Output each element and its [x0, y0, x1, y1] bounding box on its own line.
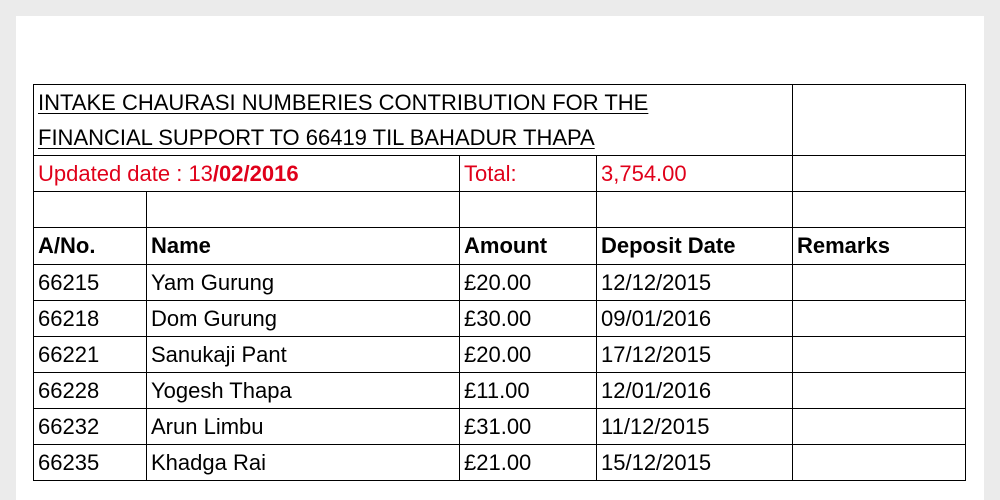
- total-value: 3,754.00: [597, 156, 793, 192]
- date-cell: 12/01/2016: [597, 373, 793, 409]
- amount-cell: £20.00: [460, 337, 597, 373]
- name-cell: Yam Gurung: [147, 265, 460, 301]
- acno-cell: 66221: [34, 337, 147, 373]
- title-line-1: INTAKE CHAURASI NUMBERIES CONTRIBUTION FOR THE: [38, 89, 649, 115]
- remarks-cell: [793, 373, 966, 409]
- header-amount: Amount: [460, 228, 597, 265]
- table-row: [34, 409, 966, 445]
- amount-cell: £20.00: [460, 265, 597, 301]
- amount-cell: £30.00: [460, 301, 597, 337]
- title-side-cell: [793, 85, 966, 156]
- updated-date-cell: [34, 156, 460, 192]
- document-page: [16, 16, 984, 500]
- date-cell: 11/12/2015: [597, 409, 793, 445]
- blank-cell: [597, 192, 793, 228]
- amount-cell: £31.00: [460, 409, 597, 445]
- amount-cell: £11.00: [460, 373, 597, 409]
- acno-cell: 66235: [34, 445, 147, 481]
- remarks-cell: [793, 445, 966, 481]
- remarks-cell: [793, 409, 966, 445]
- updated-date-label: Updated date : 13: [38, 160, 213, 186]
- header-name: Name: [147, 228, 460, 265]
- table-row: [34, 373, 966, 409]
- name-cell: Dom Gurung: [147, 301, 460, 337]
- name-cell: Arun Limbu: [147, 409, 460, 445]
- table-row: [34, 265, 966, 301]
- total-label: Total:: [460, 156, 597, 192]
- title-cell-2: [34, 120, 793, 156]
- header-row: [34, 228, 966, 265]
- amount-cell: £21.00: [460, 445, 597, 481]
- blank-row: [34, 192, 966, 228]
- contribution-table: [33, 84, 966, 481]
- remarks-cell: [793, 337, 966, 373]
- header-acno: A/No.: [34, 228, 147, 265]
- summary-empty-cell: [793, 156, 966, 192]
- acno-cell: 66228: [34, 373, 147, 409]
- date-cell: 12/12/2015: [597, 265, 793, 301]
- name-cell: Yogesh Thapa: [147, 373, 460, 409]
- date-cell: 09/01/2016: [597, 301, 793, 337]
- summary-row: [34, 156, 966, 192]
- acno-cell: 66218: [34, 301, 147, 337]
- header-remarks: Remarks: [793, 228, 966, 265]
- title-line-2: FINANCIAL SUPPORT TO 66419 TIL BAHADUR THAPA: [38, 124, 595, 150]
- remarks-cell: [793, 301, 966, 337]
- table-row: [34, 301, 966, 337]
- date-cell: 15/12/2015: [597, 445, 793, 481]
- blank-cell: [147, 192, 460, 228]
- blank-cell: [460, 192, 597, 228]
- header-deposit-date: Deposit Date: [597, 228, 793, 265]
- blank-cell: [34, 192, 147, 228]
- remarks-cell: [793, 265, 966, 301]
- acno-cell: 66215: [34, 265, 147, 301]
- table-row: [34, 337, 966, 373]
- acno-cell: 66232: [34, 409, 147, 445]
- name-cell: Sanukaji Pant: [147, 337, 460, 373]
- title-cell-1: [34, 85, 793, 121]
- name-cell: Khadga Rai: [147, 445, 460, 481]
- updated-date-value: /02/2016: [212, 160, 299, 186]
- table-row: [34, 445, 966, 481]
- date-cell: 17/12/2015: [597, 337, 793, 373]
- blank-cell: [793, 192, 966, 228]
- title-row-1: [34, 85, 966, 121]
